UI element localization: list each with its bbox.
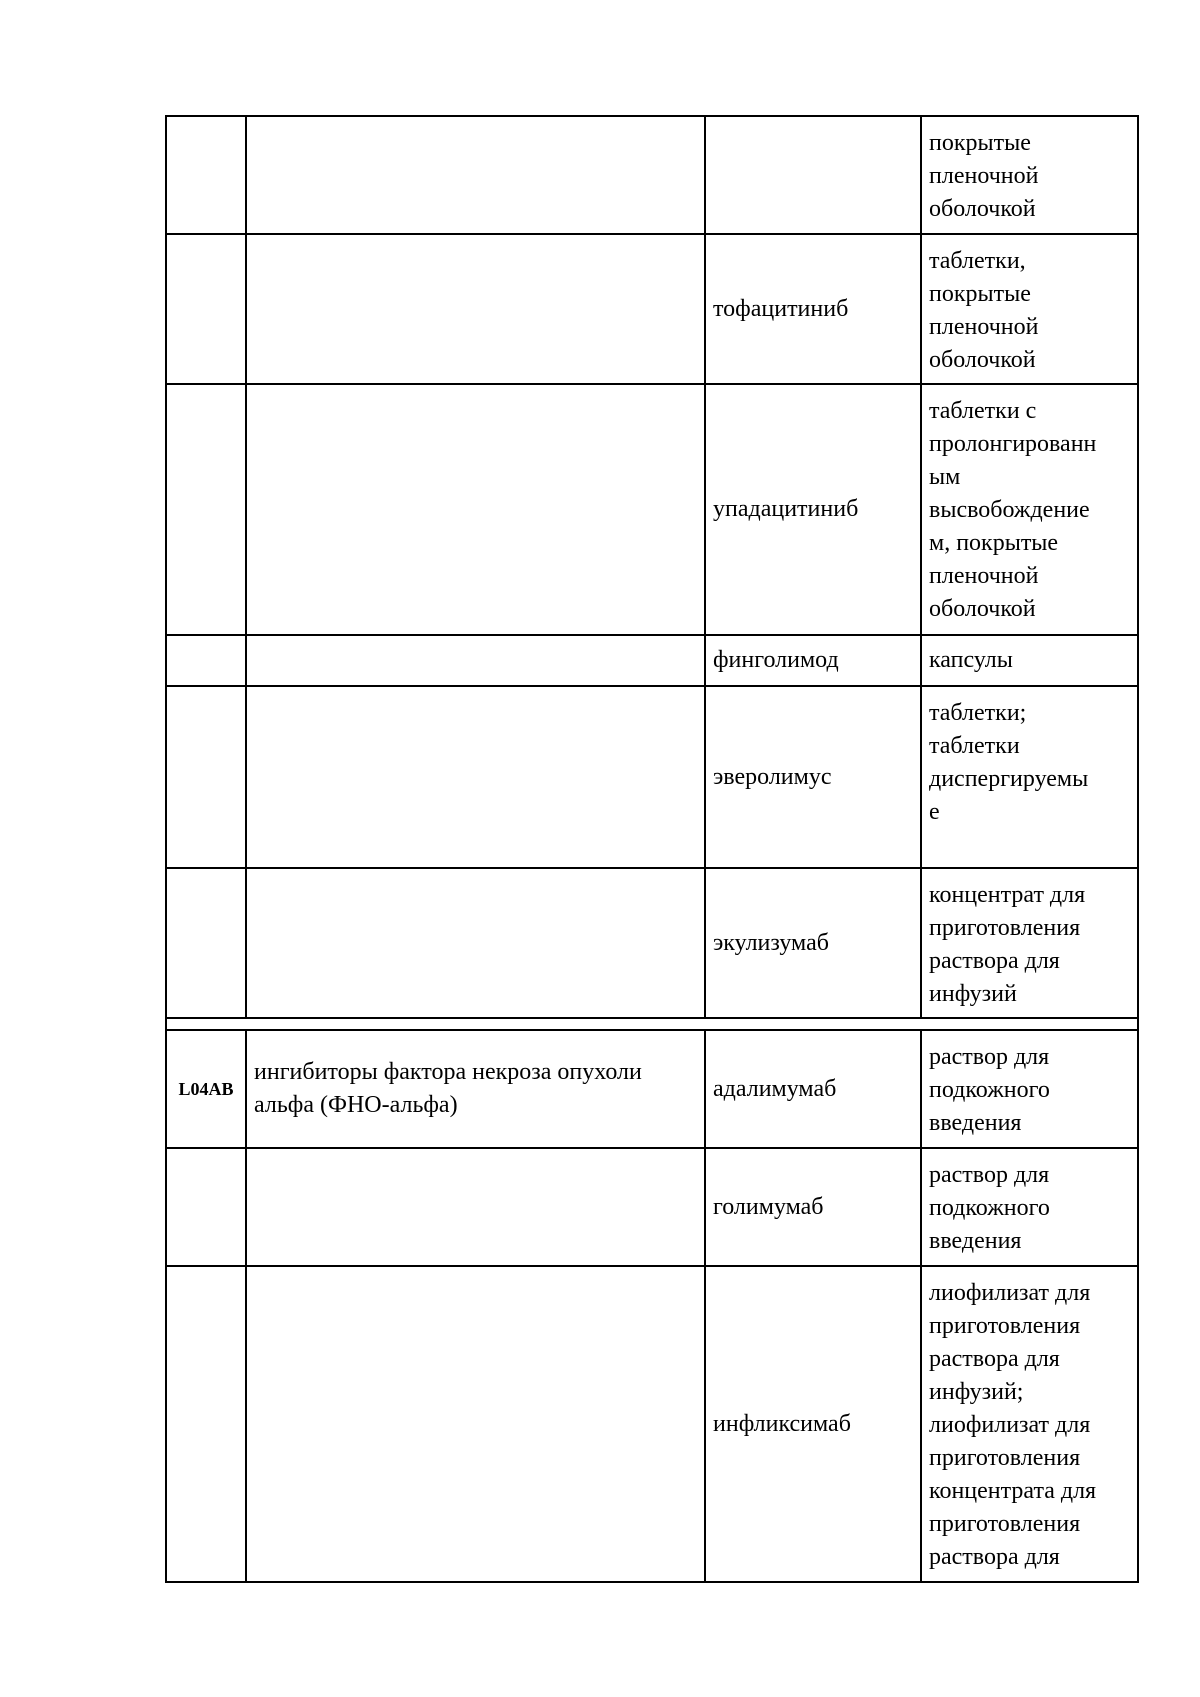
drug-name-cell: голимумаб [705, 1148, 921, 1266]
dosage-form-cell [921, 686, 1138, 868]
dosage-form-line: таблетки с [929, 398, 1037, 424]
drug-name-cell [705, 116, 921, 234]
dosage-form-line: раствор для [929, 1044, 1050, 1070]
drug-name-cell: упадацитиниб [705, 384, 921, 635]
dosage-form-line: покрытые [929, 130, 1031, 156]
atc-code-cell [166, 1266, 246, 1582]
dosage-form-line: приготовления [929, 1445, 1081, 1471]
group-cell [246, 1266, 705, 1582]
atc-code-cell [166, 234, 246, 384]
dosage-form-line: инфузий [929, 981, 1017, 1007]
drug-name-cell: тофацитиниб [705, 234, 921, 384]
drug-name-cell: экулизумаб [705, 868, 921, 1018]
dosage-form-cell [921, 116, 1138, 234]
dosage-form-line: введения [929, 1110, 1022, 1136]
drug-name-cell: финголимод [705, 635, 921, 686]
drug-name-cell: эверолимус [705, 686, 921, 868]
dosage-form-line: приготовления [929, 915, 1081, 941]
dosage-form-line: диспергируемы [929, 766, 1089, 792]
dosage-form-line: приготовления [929, 1313, 1081, 1339]
dosage-form-cell [921, 1266, 1138, 1582]
table-row [166, 384, 1138, 635]
group-cell [246, 635, 705, 686]
dosage-form-line: раствора для [929, 1346, 1060, 1372]
dosage-form-line: концентрата для [929, 1478, 1097, 1504]
spacer-row [166, 1018, 1138, 1030]
dosage-form-cell [921, 384, 1138, 635]
dosage-form-line: м, покрытые [929, 530, 1059, 556]
dosage-form-line: подкожного [929, 1077, 1050, 1103]
dosage-form-line: таблетки, [929, 248, 1026, 274]
dosage-form-line: лиофилизат для [929, 1412, 1091, 1438]
table-row [166, 116, 1138, 234]
dosage-form-line: подкожного [929, 1195, 1050, 1221]
dosage-form-line: ым [929, 464, 961, 490]
dosage-form-line: таблетки; [929, 700, 1027, 726]
atc-code-cell [166, 1148, 246, 1266]
drug-name-cell: адалимумаб [705, 1030, 921, 1148]
group-cell [246, 868, 705, 1018]
table-row [166, 686, 1138, 868]
table-row [166, 234, 1138, 384]
group-cell: ингибиторы фактора некроза опухоли альфа (ФНО-альфа) [246, 1030, 705, 1148]
dosage-form-line: инфузий; [929, 1379, 1024, 1405]
dosage-form-line: приготовления [929, 1511, 1081, 1537]
table-row [166, 868, 1138, 1018]
atc-code-cell [166, 686, 246, 868]
group-cell [246, 384, 705, 635]
dosage-form-line: покрытые [929, 281, 1031, 307]
dosage-form-line: оболочкой [929, 347, 1036, 373]
dosage-form-line: таблетки [929, 733, 1020, 759]
dosage-form-line: введения [929, 1228, 1022, 1254]
dosage-form-line: пролонгированн [929, 431, 1097, 457]
dosage-form-line: оболочкой [929, 196, 1036, 222]
dosage-form-line: раствора для [929, 948, 1060, 974]
atc-code-cell: L04AB [166, 1030, 246, 1148]
dosage-form-line: высвобождение [929, 497, 1090, 523]
drug-table [165, 115, 1139, 1583]
dosage-form-cell [921, 868, 1138, 1018]
drug-name-cell: инфликсимаб [705, 1266, 921, 1582]
dosage-form-line: пленочной [929, 314, 1039, 340]
group-cell [246, 686, 705, 868]
table-row [166, 1148, 1138, 1266]
dosage-form-line: оболочкой [929, 596, 1036, 622]
dosage-form-cell [921, 635, 1138, 686]
group-cell [246, 1148, 705, 1266]
table-row [166, 1030, 1138, 1148]
dosage-form-line: пленочной [929, 563, 1039, 589]
table-row [166, 1266, 1138, 1582]
group-cell [246, 116, 705, 234]
dosage-form-line: лиофилизат для [929, 1280, 1091, 1306]
dosage-form-line: раствор для [929, 1162, 1050, 1188]
dosage-form-line: раствора для [929, 1544, 1060, 1570]
table-row [166, 635, 1138, 686]
atc-code-cell [166, 384, 246, 635]
dosage-form-cell [921, 1148, 1138, 1266]
atc-code-cell [166, 868, 246, 1018]
group-cell [246, 234, 705, 384]
dosage-form-line: концентрат для [929, 882, 1086, 908]
dosage-form-cell [921, 234, 1138, 384]
atc-code-cell [166, 116, 246, 234]
dosage-form-line: е [929, 799, 940, 825]
spacer-cell [166, 1018, 1138, 1030]
atc-code-cell [166, 635, 246, 686]
dosage-form-line: капсулы [929, 647, 1013, 673]
dosage-form-cell [921, 1030, 1138, 1148]
dosage-form-line: пленочной [929, 163, 1039, 189]
